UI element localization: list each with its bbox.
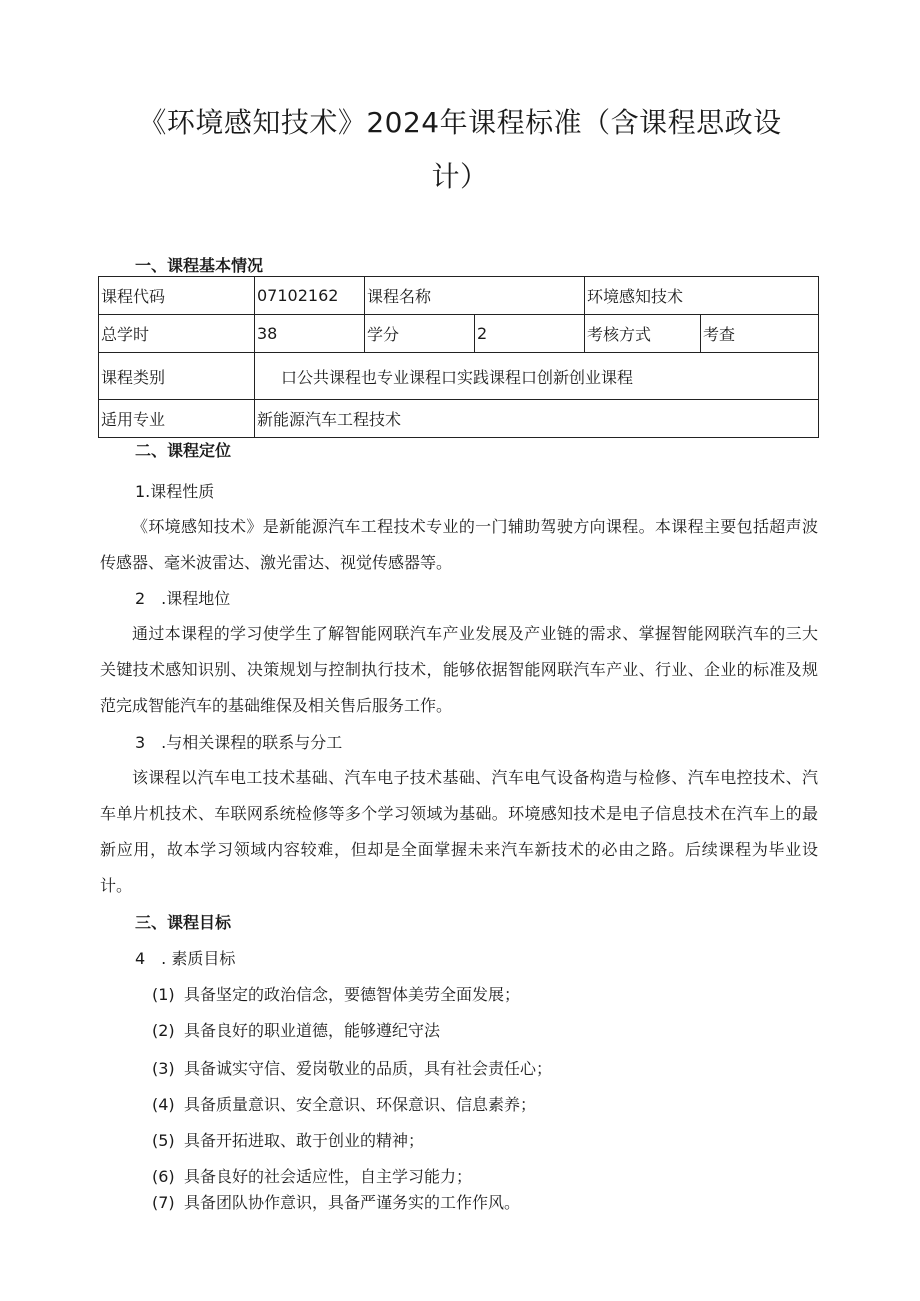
total-hours-value: 38 [255,315,365,353]
paragraph-status: 通过本课程的学习使学生了解智能网联汽车产业发展及产业链的需求、掌握智能网联汽车的三大关键技术感知识别、决策规划与控制执行技术，能够依据智能网联汽车产业、行业、企业的标准及规范完成智能汽车的基础维保及相关售后服务工作。 [100,624,818,715]
list-number: (4) [152,1095,175,1114]
course-code-value: 07102162 [255,277,365,315]
list-text: 具备团队协作意识，具备严谨务实的工作作风。 [184,1193,521,1212]
list-item [152,1130,424,1152]
table-row [99,400,819,438]
list-text: 具备良好的职业道德，能够遵纪守法 [184,1021,441,1040]
list-item [152,1166,472,1188]
list-text: 具备质量意识、安全意识、环保意识、信息素养； [184,1095,537,1114]
table-row [99,353,819,400]
list-item [152,1094,536,1116]
title-line-1: 《环境感知技术》2024年课程标准（含课程思政设 [138,106,782,139]
list-text: 具备诚实守信、爱岗敬业的品质，具有社会责任心； [184,1059,553,1078]
total-hours-label: 总学时 [99,315,255,353]
assessment-value: 考查 [701,315,819,353]
list-text: 具备坚定的政治信念，要德智体美劳全面发展； [184,985,521,1004]
list-number: (7) [152,1193,175,1212]
title-line-2: 计） [431,160,489,193]
assessment-label: 考核方式 [585,315,701,353]
course-info-table [98,276,819,438]
list-number: (2) [152,1021,175,1040]
list-number: (5) [152,1131,175,1150]
paragraph-relation: 该课程以汽车电工技术基础、汽车电子技术基础、汽车电气设备构造与检修、汽车电控技术、汽车单片机技术、车联网系统检修等多个学习领域为基础。环境感知技术是电子信息技术在汽车上的最新应用，故本学习领域内容较难，但却是全面掌握未来汽车新技术的必由之路。后续课程为毕业设计。 [100,768,818,895]
list-text: 具备良好的社会适应性，自主学习能力； [184,1167,473,1186]
subsection-relation: 3 .与相关课程的联系与分工 [135,733,343,752]
course-name-value: 环境感知技术 [585,277,819,315]
category-options: 口公共课程也专业课程口实践课程口创新创业课程 [255,353,819,400]
subsection-quality: 4 . 素质目标 [135,949,236,968]
subsection-status: 2 .课程地位 [135,589,231,608]
major-label: 适用专业 [99,400,255,438]
list-text: 具备开拓进取、敢于创业的精神； [184,1131,425,1150]
subsection-nature: 1.课程性质 [135,482,215,501]
list-item [152,1020,440,1042]
course-name-label: 课程名称 [365,277,585,315]
list-item [152,1192,520,1214]
document-title [100,96,820,204]
paragraph-nature: 《环境感知技术》是新能源汽车工程技术专业的一门辅助驾驶方向课程。本课程主要包括超声波传感器、毫米波雷达、激光雷达、视觉传感器等。 [100,517,818,572]
list-item [152,984,520,1006]
list-number: (6) [152,1167,175,1186]
credits-label: 学分 [365,315,475,353]
list-number: (1) [152,985,175,1004]
credits-value: 2 [475,315,585,353]
major-value: 新能源汽车工程技术 [255,400,819,438]
category-label: 课程类别 [99,353,255,400]
table-row [99,315,819,353]
course-code-label: 课程代码 [99,277,255,315]
list-number: (3) [152,1059,175,1078]
section1-heading: 一、课程基本情况 [135,256,264,275]
section3-heading: 三、课程目标 [135,913,232,932]
table-row [99,277,819,315]
section2-heading: 二、课程定位 [135,441,232,460]
list-item [152,1058,552,1080]
